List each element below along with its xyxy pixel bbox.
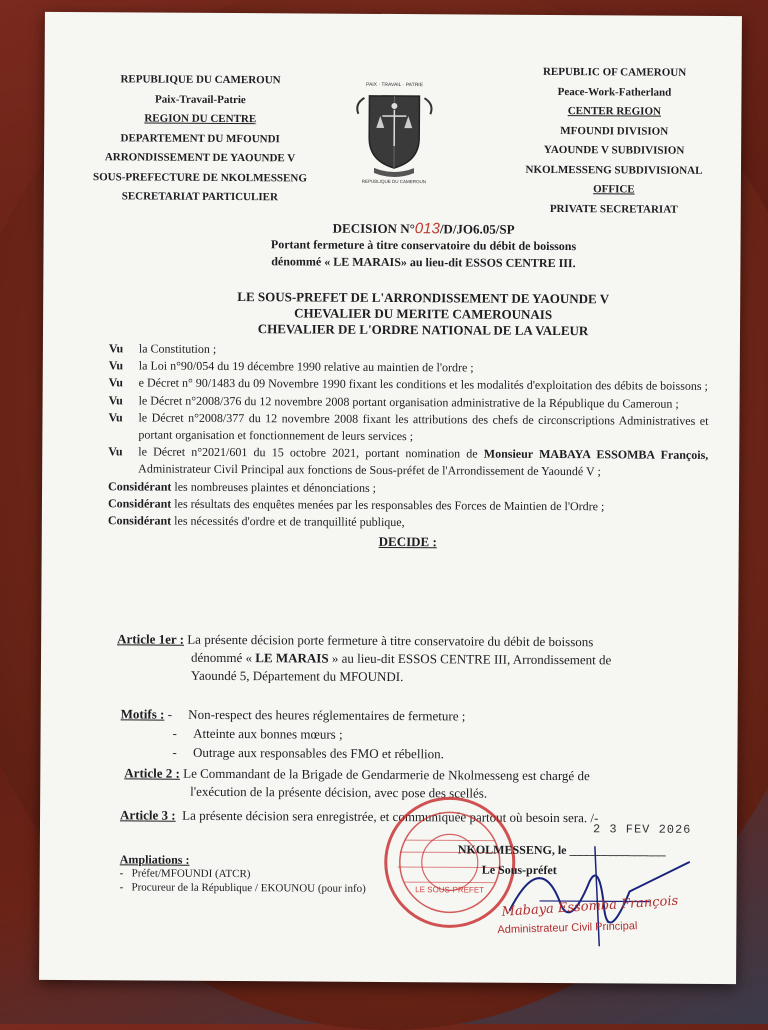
- considerant-text: les nombreuses plaintes et dénonciations ;: [174, 479, 377, 495]
- article-label: Article 1er :: [117, 631, 185, 647]
- header-left-line: SECRETARIAT PARTICULIER: [121, 190, 278, 204]
- header-left-line: DEPARTEMENT DU MFOUNDI: [120, 131, 280, 145]
- svg-text:PAIX · TRAVAIL · PATRIE: PAIX · TRAVAIL · PATRIE: [365, 81, 424, 89]
- motif-item: Outrage aux responsables des FMO et rébellion.: [192, 744, 444, 762]
- considerant-label: Considérant: [108, 478, 172, 494]
- header-left-line: ARRONDISSEMENT DE YAOUNDE V: [104, 151, 296, 165]
- header-right-line: NKOLMESSENG SUBDIVISIONAL: [525, 163, 703, 177]
- header-right-line: Peace-Work-Fatherland: [557, 85, 672, 99]
- vu-item: [108, 443, 708, 481]
- vu-text: la Constitution ;: [138, 341, 217, 356]
- decision-document: [39, 12, 742, 984]
- article-text: » au lieu-dit ESSOS CENTRE III, Arrondissement de: [328, 650, 612, 668]
- considerant-label: Considérant: [107, 496, 172, 511]
- signature-name: Mabaya Essomba François: [501, 893, 679, 920]
- decision-subject: Portant fermeture à titre conservatoire du débit de boissons: [270, 237, 577, 254]
- article-text: Yaoundé 5, Département du MFOUNDI.: [190, 667, 404, 685]
- signatory-title: Le Sous-préfet: [481, 862, 557, 878]
- vu-label: Vu: [108, 341, 124, 356]
- ampliations: Ampliations : - Préfet/MFOUNDI (ATCR) - Procureur de la République / EKOUNOU (pour info): [119, 852, 366, 895]
- motifs-block: Motifs : - Non-respect des heures réglementaires de fermeture ; - Atteinte aux bonnes mœurs ; - Outrage aux responsables des FMO et rébellion.: [120, 706, 466, 762]
- vu-text-part: le Décret n°2021/601 du 15 octobre 2021, portant nomination de: [138, 444, 484, 461]
- article-label: Article 2 :: [124, 765, 180, 781]
- decision-title: [163, 219, 683, 273]
- coat-of-arms-icon: [344, 76, 445, 187]
- stamp-text: LE SOUS-PREFET: [415, 885, 485, 895]
- header-right-line: MFOUNDI DIVISION: [560, 124, 669, 138]
- establishment-name: LE MARAIS: [255, 650, 329, 666]
- authority-line: CHEVALIER DE L'ORDRE NATIONAL DE LA VALEUR: [257, 321, 589, 339]
- decision-number: 013: [414, 220, 440, 238]
- svg-text:REPUBLIQUE DU CAMEROUN: REPUBLIQUE DU CAMEROUN: [361, 178, 427, 185]
- motif-item: Non-respect des heures réglementaires de fermeture ;: [188, 706, 466, 724]
- vu-label: Vu: [108, 358, 124, 373]
- vu-text: le Décret n°2008/376 du 12 novembre 2008 portant organisation administrative de la République du Cameroun ;: [138, 393, 679, 411]
- preamble: [108, 340, 709, 558]
- vu-label: Vu: [108, 444, 123, 459]
- vu-text: e Décret n° 90/1483 du 09 Novembre 1990 fixant les conditions et les modalités d'exploitation des débits de boissons ;: [138, 375, 708, 394]
- vu-text: la Loi n°90/054 du 19 décembre 1990 relative au maintien de l'ordre ;: [138, 358, 474, 375]
- place: NKOLMESSENG, le: [457, 842, 567, 858]
- authority-block: [163, 289, 683, 340]
- decide-heading: DECIDE :: [378, 534, 437, 550]
- header-left-line: Paix-Travail-Patrie: [154, 93, 246, 106]
- considerant-item: [108, 512, 708, 533]
- article-label: Article 3 :: [120, 807, 176, 823]
- header-left-line: REGION DU CENTRE: [144, 112, 257, 126]
- ampliation-item: Préfet/MFOUNDI (ATCR): [131, 867, 251, 881]
- ampliations-label: Ampliations :: [119, 852, 190, 867]
- header-right-line: PRIVATE SECRETARIAT: [549, 202, 678, 216]
- decision-suffix: /D/JO6.05/SP: [439, 221, 515, 237]
- vu-label: Vu: [108, 410, 123, 425]
- header-right: [494, 63, 735, 220]
- vu-item: [108, 409, 708, 447]
- date-stamp: 2 3 FEV 2026: [592, 822, 692, 837]
- appointee-name: Monsieur MABAYA ESSOMBA François,: [483, 446, 709, 463]
- header-right-line: YAOUNDE V SUBDIVISION: [543, 143, 685, 157]
- considerant-text: les nécessités d'ordre et de tranquillité publique,: [174, 513, 405, 530]
- header-left-line: SOUS-PREFECTURE DE NKOLMESSENG: [92, 170, 307, 184]
- place-date-line: NKOLMESSENG, le ________________: [457, 842, 666, 858]
- vu-label: Vu: [108, 375, 123, 390]
- motif-item: Atteinte aux bonnes mœurs ;: [193, 725, 343, 742]
- article-text: Le Commandant de la Brigade de Gendarmerie de Nkolmesseng est chargé de: [183, 765, 590, 784]
- considerant-text: les résultats des enquêtes menées par les responsables des Forces de Maintien de l'Ordre ;: [174, 496, 605, 514]
- decision-subject: dénommé « LE MARAIS» au lieu-dit ESSOS CENTRE III.: [271, 254, 576, 271]
- vu-text: le Décret n°2008/377 du 12 novembre 2008 fixant les attributions des chefs de circonscriptions Administratives et portant organisation et fonctionnement de leurs services ;: [138, 410, 709, 444]
- article-1: [117, 630, 702, 688]
- article-text: La présente décision porte fermeture à titre conservatoire du débit de boissons: [187, 631, 594, 650]
- vu-text-part: Administrateur Civil Principal aux fonctions de Sous-préfet de l'Arrondissement de Yaoundé V ;: [138, 461, 601, 479]
- header-left-line: REPUBLIQUE DU CAMEROUN: [120, 73, 281, 87]
- vu-label: Vu: [108, 392, 123, 407]
- header-right-line: REPUBLIC OF CAMEROUN: [542, 65, 687, 79]
- header-left: [80, 70, 321, 208]
- vu-text: [138, 444, 708, 482]
- article-text: La présente décision sera enregistrée, et communiquée partout où besoin sera. /-: [182, 807, 599, 826]
- authority-line: LE SOUS-PREFET DE L'ARRONDISSEMENT DE YAOUNDE V: [237, 289, 610, 307]
- decision-prefix: DECISION N°: [332, 220, 415, 237]
- article-text: dénommé «: [190, 649, 256, 666]
- article-text: l'exécution de la présente décision, avec pose des scellés.: [190, 783, 488, 801]
- motifs-label: Motifs :: [120, 706, 165, 722]
- signature-title: Administrateur Civil Principal: [497, 920, 638, 937]
- ampliation-item: Procureur de la République / EKOUNOU (pour info): [131, 881, 366, 895]
- header-right-line: CENTER REGION: [567, 105, 662, 118]
- authority-line: CHEVALIER DU MERITE CAMEROUNAIS: [294, 305, 553, 322]
- considerant-label: Considérant: [107, 513, 172, 528]
- header-right-line: OFFICE: [593, 183, 635, 196]
